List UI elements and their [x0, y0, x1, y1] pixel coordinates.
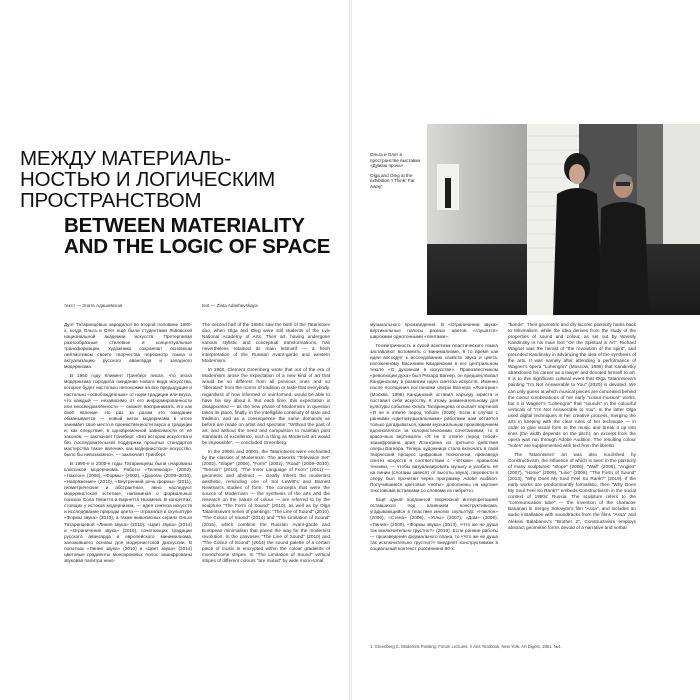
- paragraph: The second half of the 1980s saw the birth of the Tatarintsev duo, when Olga and Oleg were still students of the Lviv National Academy of Arts. Their art, having undergone various stylistic and conceptual transformations, has nevertheless retained its main leitmotif — a fresh interpretation of the Russian Avant-garde and western Modernism.: [202, 322, 330, 364]
- paragraph: In the 1990s and 2000s, the Tatarintsevs were enchanted by the classics of Modernism. The artworks "Television Set" (2002), "Slope" (2006), "Form" (2002), "Road" (2009–2010), "Tension" (2010), "The Inner Language of Form" (2011) — geometric and abstract — clearly inherit the modernist aesthetic, reminding one of Sol LeWitt's and Barnett Newman's studies of form. The concepts that were the source of Modernism — the synthesis of the arts and the research on the nature of colour — are referred to by the sculpture "The Form of Sound" (2010), as well as by Olga Tatarintseva's series of paintings: "The Line of Sound" (2010), "The Colour of Sound" (2014) and "The Limitation of Sound" (2015), which combine the Russian Avant-garde and European minimalism that paved the way for the modernist revolution. In the canvases "The Line of Sound" (2010) and "The Colour of Sound" (2014) the sound palette of a certain piece of music is encrypted within the colour gradients of monochrome stripes. In "The Limitation of Sound" vertical stripes of different colours "are muted" by wide mono-tonal: [202, 448, 330, 563]
- paragraph: In 1960, Clement Greenberg wrote that out of the era of Modernism arose the expectation of a new kind of art that would be so different from all previous ones and so "liberated" from the norms of tradition or taste that everybody, regardless of how informed or uninformed, would be able to have his say about it. But each time, this expectation is disappointed — as the new phase of Modernism in question takes its place, finally, in the intelligible continuity of taste and tradition, and as a consequence the same demands as before are made on artist and spectator. "Without the past of art, and without the need and compulsion to maintain past standards of excellence, such a thing as Modernist art would be impossible", — concluded Greenberg.: [202, 367, 330, 445]
- paragraph: В 1990-е и 2000-е годы Татаринцевы были очарованы классикой модернизма. Работы «Телевизор» (2002), «Наклон» (2006), «Формы» (2002), «Дорога» (2009–2010), «Напряжение» (2010), «Внутренний речь формы» (2011), геометрические и абстрактные, явно наследуют модернистской эстетике, напоминая о формальных поисках Сола Левитта и Барнетта Ньюмена. В концептах, стоящих у истоков модернизма, — идея синтеза искусств и исследование природы цвета — отразился в скульптуре «Формы звука» (2010), а также живописных сериях Ольги Татаринцевой «Линия звука» (2010), «Цвет звука» (2014) и «Ограничение звука» (2015), сочетающих традиции русского авангарда и европейского минимализма, заложившего основы для модернистской дискуссии. В полотнах «Линия звука» (2010) и «Цвет звука» (2014) цветовые градиенты монохромных полос зашифрованы звуковая палитра неко-: [64, 461, 192, 563]
- page-gutter: [349, 0, 352, 700]
- column-ru-left: [64, 322, 192, 567]
- column-en-right: [508, 322, 636, 534]
- paragraph: The Tatarintsevs' art was also nourished by Constructivism, the influence of which is seen in the plasticity of many sculptures: "Slope" (2006), "Wall" (2006), "Angles" (2007), "Home" (2009), "Line" (2009), "The Form of Sound" (2013), "Why Does My Soul Feel So Rank?" (2019). If the early works are predominantly formalistic, then "Why Does My Soul Feel So Rank?" embeds Constructivism in the social context of 1990s' Russia. The sculpture refers to the "communication tube" — the invention of the character Bananan in Sergey Solovyov's film "Assa", and includes an audio installation with soundtracks from the films "Assa" and Aleksei Balabanov's "Brother 2". Constructivism employs abstract geometric forms devoid of a narrative and verbal: [508, 451, 636, 530]
- author-credit-ru: текст — Злата Адашевская: [64, 303, 123, 308]
- photo-caption-ru: Ольга и Олег в пространстве выставки «Думаю прочь»: [370, 152, 420, 169]
- paragraph: Ещё одной подлинной творческой интерпретацией оставшихся под влиянием конструктивизма, угадывающийся в пластике многих скульптур: «Наклон» (2006), «Стена» (2006), «Углы» (2007), «Дом» (2009), «Линия» (2009), «Формы звука» (2013), «Что же не душа так исключительно грустно?» (2019). Если ранние работы — произведения формального плана, то «Что же не душа так исключительно грустно?» внедряет конструктивизм в социальный контекст россиянина 90-х.: [370, 497, 498, 551]
- title-ru-line-1: МЕЖДУ МАТЕРИАЛЬ-: [20, 146, 231, 170]
- column-en-left: [202, 322, 330, 567]
- title-english: [64, 215, 354, 257]
- title-ru-line-3: ПРОСТРАНСТВОМ: [20, 188, 202, 212]
- title-en-line-1: BETWEEN MATERIALITY: [64, 214, 305, 237]
- paragraph: В 1960 году Климент Гринберг писал, что эпоха модернизма породила ожидание нового вида искусства, которое будет настолько непохожим на все предыдущие и настолько «освобождённым» от норм традиции или вкуса, что каждый — независимо от его информированности или неосведомлённости — сможет воспринимать его как своё явление. Но раз за разом это ожидание обманывается — новый виток модернизма в итоге занимает своё место в преемственности вкуса и традиции и, как следствие, в одновременной зависимости от её законов, — заключает Гринберг. «Без истории искусства и без последовательной поддержки прошлых стандартов мастерства такое явление, как модернистское искусство, было бы невозможно», — заключает Гринберг.: [64, 373, 192, 457]
- photo-caption-en: Olga and Oleg at the exhibition 'I Think: Far Away': [370, 172, 415, 189]
- paragraph: Дуэт Татаринцевых зародился во второй половине 1980-х, когда Ольга и Олег ещё были студентами Львовской национальной академии искусств. Претерпевая разнообразные стилевые и концептуальные трансформации, художники сохраняют основным лейтмотивом своего творчества пересмотр языка и актуализацию русского авангарда и западного модернизма.: [64, 322, 192, 370]
- exhibition-photo: [427, 124, 700, 315]
- footnote: 1. Greenberg C. Modernist Painting. Forum Lectures. // Arts Yearbook, New York. Art Digest, 1961. №4.: [370, 644, 562, 649]
- column-ru-right: [370, 322, 498, 555]
- photo-illustration: [427, 124, 700, 315]
- paragraph: Геометричность и сухой аскетизм пластического языка заставляют вспомнить о минимализме, в то время как идеи восходят к исследованию свойств звука и цвета, изложенному Василием Кандинским в его центральном тексте «О духовном в искусстве». Провозвестником «революции духа» был Рихард Вагнер, он предшествовал Кандинскому в развитии идеи синтеза искусств. Именно после посещения постановки оперы Вагнера «Лоэнгрин» (Москва, 1896) Кандинский оставил карьеру юриста и поставил себя искусству. К этому знаменательному для культуры событию Ольга Татаринцева отсылает картиной «Я не в ответе перед тобой» (2020). Если в случае с ранними «цветомузыкальными» работами нам остаётся только догадываться, каким музыкальным произведением вдохновлялся за колористическими сочетаниями, то в красочных вертикалях «Я не в ответе перед тобой» зашифрована ария Лоэнгрина из третьего действия оперы Вагнера. Теперь художница стала включать в свой творческий процесс цифровые технологии, произведя синтез искусств в соответствии с «чётким» правилом техники, — чтобы визуализировать музыку и разбить её на линии (слоганы зависят от высоты звука), перевести в оперу был прочитан через программу Adobe Audition. Получившиеся цветовые «ноты» дополнены на картине текстовыми вставками со словами из либретто.: [370, 343, 498, 494]
- author-credit-en: text — Zlata Adashevskaya: [202, 303, 258, 308]
- title-russian: [20, 148, 320, 211]
- paragraph: музыкального произведения. В «Ограничении звука» вертикальные полосы разных цветов «глушатся» широкими однотонными «лентами».: [370, 322, 498, 340]
- title-ru-line-2: НОСТЬЮ И ЛОГИЧЕСКИМ: [20, 167, 276, 191]
- title-en-line-2: AND THE LOGIC OF SPACE: [64, 235, 331, 258]
- photo-caption: [370, 152, 422, 190]
- paragraph: "bands". Their geometric and dry laconic plasticity harks back to Minimalism, while the idea derives from the study of the properties of sound and colour, as set out by Wassily Kandinsky in his main text "On the Spiritual in Art". Richard Wagner was the herald of "the revolution of the spirit", and preceded Kandinsky in advancing the idea of the synthesis of the arts. It was namely after attending a performance of Wagner's opera "Lohengrin" (Moscow, 1896) that Kandinsky abandoned his career as a lawyer and devoted himself to art. It is to this significant cultural event that Olga Tatarintseva's painting "I'm Not Answerable to You" (2020) is devoted. We can only guess at which musical pieces are concealed behind the colour combinations of her early "colour-musical" works, but it is Wagner's "Lohengrin" that "sounds" in the colourful verticals of "I'm Not Answerable to You". In the latter Olga used digital techniques in her creative process, merging the arts in keeping with the clear rules of her technique — in order to give visual form to the music and break it up into lines (the width depends on the pitch), an excerpt from the opera was run through Adobe Audition. The resulting colour "notes" are supplemented with text from the libretto.: [508, 322, 636, 448]
